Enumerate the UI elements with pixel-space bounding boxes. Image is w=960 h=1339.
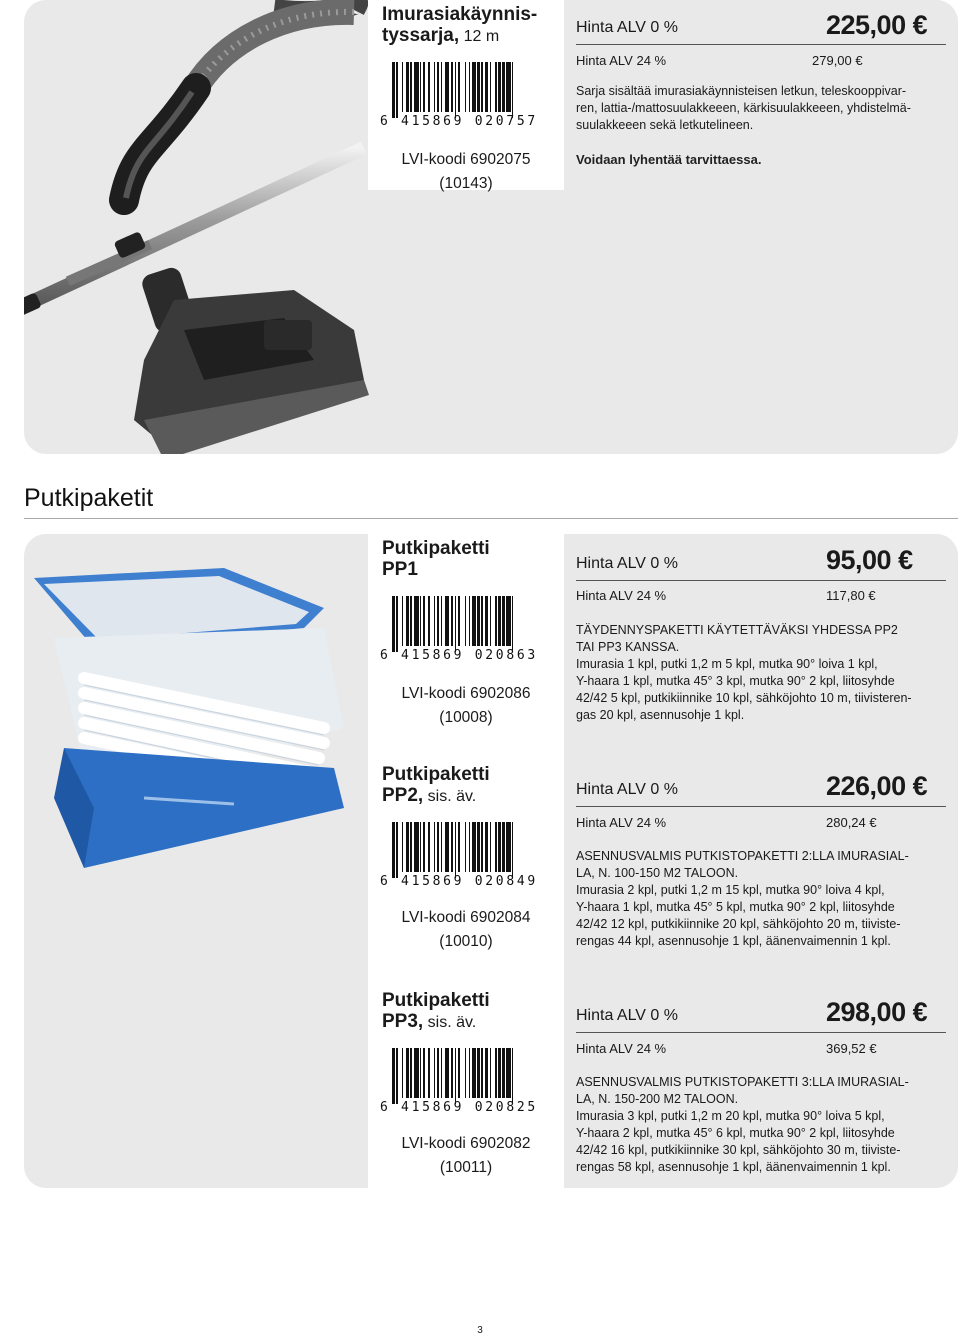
- barcode: [380, 822, 544, 894]
- barcode-bars: [392, 596, 544, 652]
- lvi-code: LVI-koodi 6902084 (10010): [401, 909, 531, 950]
- product-note: Voidaan lyhentää tarvittaessa.: [576, 152, 762, 167]
- price-divider: [576, 580, 946, 581]
- price-incl-vat: 369,52 €: [826, 1041, 877, 1056]
- barcode: [380, 1048, 544, 1120]
- barcode-bars: [392, 822, 544, 878]
- barcode-bar: [513, 596, 516, 652]
- section-title: Putkipaketit: [24, 484, 154, 512]
- barcode-bars: [392, 62, 544, 118]
- barcode: [380, 596, 544, 668]
- price-label-incl-vat: Hinta ALV 24 %: [576, 815, 667, 830]
- price-divider: [576, 1032, 946, 1033]
- pipe-package-box-illustration: [24, 568, 364, 868]
- page-number: 3: [477, 1325, 483, 1336]
- product-title: Putkipaketti PP2, sis. äv.: [382, 764, 490, 806]
- barcode-bar: [513, 62, 516, 118]
- section-divider: [24, 518, 958, 519]
- price-incl-vat: 117,80 €: [826, 588, 876, 603]
- price-label-incl-vat: Hinta ALV 24 %: [576, 53, 667, 68]
- price-label-incl-vat: Hinta ALV 24 %: [576, 588, 667, 603]
- barcode-bars: [392, 1048, 544, 1104]
- product-description: Sarja sisältää imurasiakäynnisteisen letkun, teleskooppivar- ren, lattia-/mattosuulakkeeen, kärkisuulakkeeen, yhdistelmä- suulakkeeen sekä letkutelineen.: [576, 84, 911, 132]
- product-title: Putkipaketti PP3, sis. äv.: [382, 990, 490, 1032]
- barcode: [380, 62, 544, 134]
- product-description: ASENNUSVALMIS PUTKISTOPAKETTI 2:LLA IMURASIAL- LA, N. 100-150 M2 TALOON. Imurasia 2 kpl, putki 1,2 m 15 kpl, mutka 90° loiva 4 kpl, Y-haara 1 kpl, mutka 45° 5 kpl, mutka 90° 2 kpl, liitosyhde 42/42 12 kpl, putkikiinnike 20 kpl, sähköjohto 20 m, tiiviste- rengas 44 kpl, asennusohje 1 kpl, äänenvaimennin 1 kpl.: [576, 849, 909, 948]
- price-excl-vat: 226,00 €: [826, 771, 928, 801]
- barcode-digits: 6 415869 020757: [380, 114, 538, 129]
- lvi-code: LVI-koodi 6902086 (10008): [401, 685, 531, 726]
- product-title: Imurasiakäynnis- tyssarja, 12 m: [382, 4, 538, 46]
- barcode-digits: 6 415869 020825: [380, 1100, 538, 1115]
- lvi-code: LVI-koodi 6902075 (10143): [401, 151, 531, 192]
- product-description: ASENNUSVALMIS PUTKISTOPAKETTI 3:LLA IMURASIAL- LA, N. 150-200 M2 TALOON. Imurasia 3 kpl, putki 1,2 m 20 kpl, mutka 90° loiva 5 kpl, Y-haara 2 kpl, mutka 45° 6 kpl, mutka 90° 2 kpl, liitosyhde 42/42 16 kpl, putkikiinnike 30 kpl, sähköjohto 30 m, tiiviste- rengas 58 kpl, asennusohje 1 kpl, äänenvaimennin 1 kpl.: [576, 1075, 909, 1174]
- price-label-incl-vat: Hinta ALV 24 %: [576, 1041, 667, 1056]
- price-divider: [576, 44, 946, 45]
- product-title: Putkipaketti PP1: [382, 538, 490, 580]
- price-label-excl-vat: Hinta ALV 0 %: [576, 781, 678, 798]
- price-label-excl-vat: Hinta ALV 0 %: [576, 555, 678, 572]
- price-incl-vat: 280,24 €: [826, 815, 877, 830]
- barcode-digits: 6 415869 020849: [380, 874, 538, 889]
- price-divider: [576, 806, 946, 807]
- product-description: TÄYDENNYSPAKETTI KÄYTETTÄVÄKSI YHDESSA PP2 TAI PP3 KANSSA. Imurasia 1 kpl, putki 1,2 m 5 kpl, mutka 90° loiva 1 kpl, Y-haara 1 kpl, mutka 45° 3 kpl, mutka 90° 2 kpl, liitosyhde 42/42 5 kpl, putkikiinnike 10 kpl, sähköjohto 10 m, tiivisteren- gas 20 kpl, asennusohje 1 kpl.: [576, 623, 912, 722]
- price-excl-vat: 95,00 €: [826, 545, 913, 575]
- barcode-digits: 6 415869 020863: [380, 648, 538, 663]
- barcode-bar: [513, 822, 516, 878]
- price-incl-vat: 279,00 €: [812, 53, 863, 68]
- lvi-code: LVI-koodi 6902082 (10011): [401, 1135, 531, 1176]
- barcode-bar: [513, 1048, 516, 1104]
- price-excl-vat: 298,00 €: [826, 997, 928, 1027]
- price-excl-vat: 225,00 €: [826, 10, 928, 40]
- price-label-excl-vat: Hinta ALV 0 %: [576, 1007, 678, 1024]
- price-label-excl-vat: Hinta ALV 0 %: [576, 19, 678, 36]
